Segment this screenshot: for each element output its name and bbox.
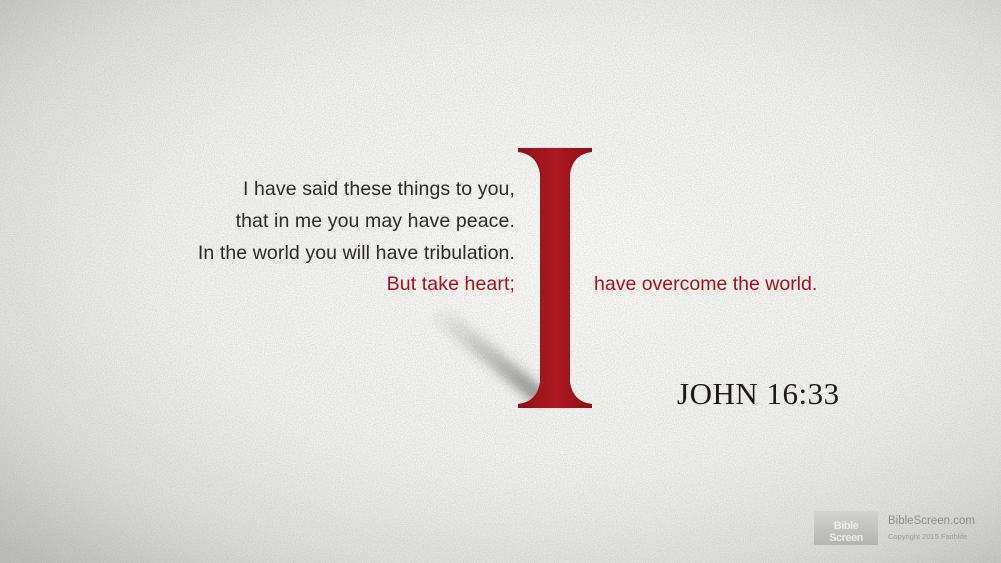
verse-line-1: I have said these things to you,	[242, 178, 515, 200]
watermark-logo	[814, 511, 878, 545]
scripture-reference: JOHN 16:33	[677, 376, 840, 411]
big-letter-i	[512, 144, 596, 412]
verse-line-continuation: have overcome the world.	[594, 273, 818, 295]
watermark-logo-text: Bible Screen	[829, 520, 863, 544]
watermark-site: BibleScreen.com	[888, 515, 975, 527]
verse-line-emphasis: But take heart;	[386, 273, 515, 295]
verse-line-3: In the world you will have tribulation.	[197, 242, 515, 264]
watermark-copyright: Copyright 2015 Faithlife	[888, 532, 968, 541]
verse-line-2: that in me you may have peace.	[235, 210, 515, 232]
